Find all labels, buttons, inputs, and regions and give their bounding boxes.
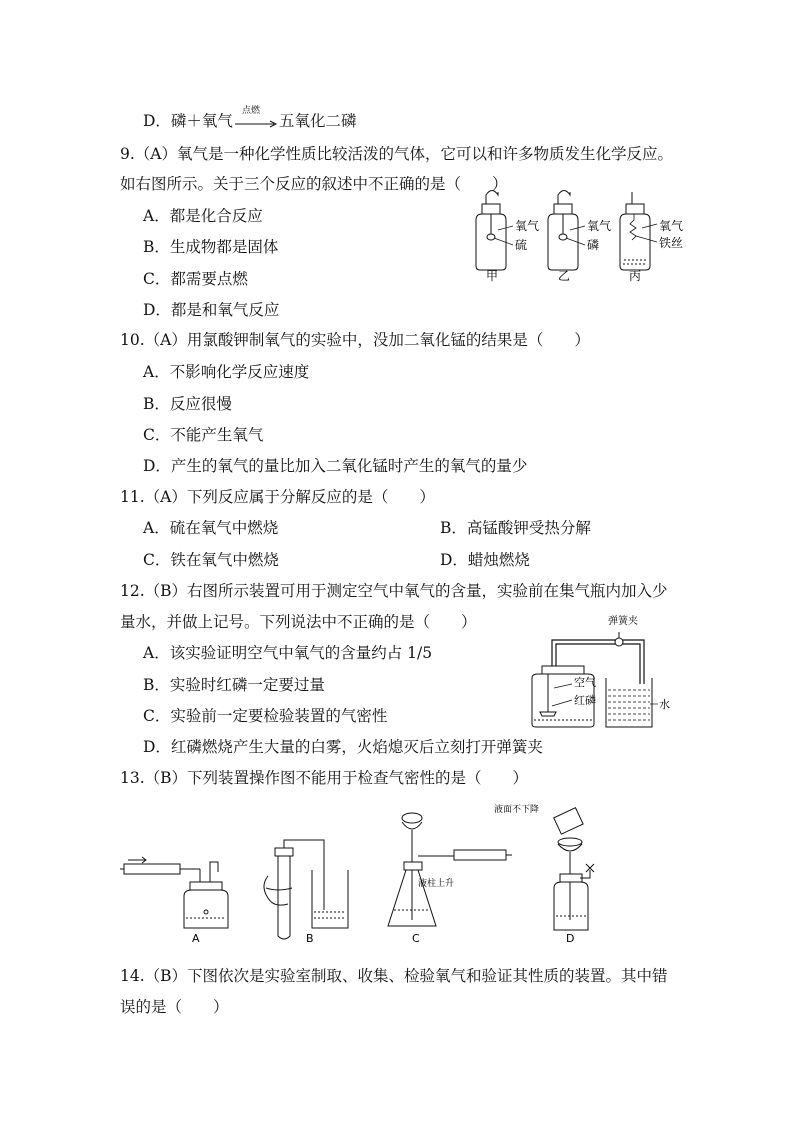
q13-figure-airtightness-devices xyxy=(118,800,618,950)
q12-figure-oxygen-content xyxy=(524,612,674,732)
q11-option-a: A．硫在氧气中燃烧 xyxy=(143,519,279,537)
q12-option-d: D．红磷燃烧产生大量的白雾，火焰熄灭后立刻打开弹簧夹 xyxy=(143,738,543,756)
device-c-label: C xyxy=(412,932,420,945)
bottle-yi xyxy=(548,191,585,271)
q8-option-d xyxy=(143,106,357,131)
fig-label-p: 磷 xyxy=(587,238,600,252)
q10-option-c: C．不能产生氧气 xyxy=(143,426,264,444)
bottle-jia xyxy=(476,191,513,271)
q12-option-b: B．实验时红磷一定要过量 xyxy=(143,676,325,694)
fig-label-o2-1: 氧气 xyxy=(515,219,540,233)
q8-option-d-reactants: D．磷＋氧气 xyxy=(143,112,233,130)
device-a-label: A xyxy=(192,932,200,945)
q14-stem-line1: 14.（B）下图依次是实验室制取、收集、检验氧气和验证其性质的装置。其中错 xyxy=(120,967,668,985)
q12-stem-line2: 量水，并做上记号。下列说法中不正确的是（ ） xyxy=(120,613,477,631)
reaction-arrow xyxy=(234,106,278,129)
q10-option-a: A．不影响化学反应速度 xyxy=(143,363,310,381)
q9-option-c: C．都需要点燃 xyxy=(143,270,248,288)
q13-stem: 13.（B）下列装置操作图不能用于检查气密性的是（ ） xyxy=(120,769,529,787)
fig-label-red-phosphorus: 红磷 xyxy=(574,694,596,707)
device-b xyxy=(264,840,348,939)
q9-figure-three-bottles xyxy=(468,190,688,282)
fig-label-bing: 丙 xyxy=(629,269,642,282)
device-d-label: D xyxy=(566,932,575,945)
fig-label-air: 空气 xyxy=(574,676,596,689)
device-b-label: B xyxy=(306,932,314,945)
q12-stem-line1: 12.（B）右图所示装置可用于测定空气中氧气的含量，实验前在集气瓶内加入少 xyxy=(120,582,668,600)
q9-option-b: B．生成物都是固体 xyxy=(143,238,279,256)
fig-label-water: 水 xyxy=(659,698,670,711)
device-a xyxy=(120,857,228,928)
q9-stem-line2: 如右图所示。关于三个反应的叙述中不正确的是（ ） xyxy=(120,175,508,193)
q10-option-b: B．反应很慢 xyxy=(143,395,232,413)
q8-option-d-product: 五氧化二磷 xyxy=(278,112,357,130)
q11-option-c: C．铁在氧气中燃烧 xyxy=(143,551,279,569)
fig-label-jia: 甲 xyxy=(486,269,499,282)
arrow-icon xyxy=(234,115,278,129)
q14-stem-line2: 误的是（ ） xyxy=(120,998,229,1016)
q10-option-d: D．产生的氧气的量比加入二氧化锰时产生的氧气的量少 xyxy=(143,457,528,475)
q9-option-a: A．都是化合反应 xyxy=(143,207,263,225)
q10-stem: 10.（A）用氯酸钾制氧气的实验中，没加二氧化锰的结果是（ ） xyxy=(120,331,590,349)
fig-label-fe: 铁丝 xyxy=(659,236,684,250)
q12-option-c: C．实验前一定要检验装置的气密性 xyxy=(143,707,388,725)
fig-label-o2-2: 氧气 xyxy=(587,219,612,233)
device-c xyxy=(388,813,512,926)
device-c-rise-label: 液柱上升 xyxy=(418,879,455,889)
q11-option-d: D．蜡烛燃烧 xyxy=(440,551,530,569)
q12-option-a: A．该实验证明空气中氧气的含量约占 1/5 xyxy=(143,644,433,662)
fig-label-o2-3: 氧气 xyxy=(659,219,684,233)
q11-option-b: B．高锰酸钾受热分解 xyxy=(440,519,591,537)
fig-label-s: 硫 xyxy=(515,238,528,252)
q9-stem-line1: 9.（A）氧气是一种化学性质比较活泼的气体，它可以和许多物质发生化学反应。 xyxy=(120,145,673,163)
reaction-condition: 点燃 xyxy=(241,106,260,116)
bottle-bing xyxy=(620,192,657,270)
q9-option-d: D．都是和氧气反应 xyxy=(143,301,280,319)
device-d xyxy=(554,808,594,930)
q11-stem: 11.（A）下列反应属于分解反应的是（ ） xyxy=(120,488,435,506)
fig-label-clamp: 弹簧夹 xyxy=(608,616,638,627)
device-d-nofall-label: 液面不下降 xyxy=(494,805,540,815)
fig-label-yi: 乙 xyxy=(558,269,571,282)
